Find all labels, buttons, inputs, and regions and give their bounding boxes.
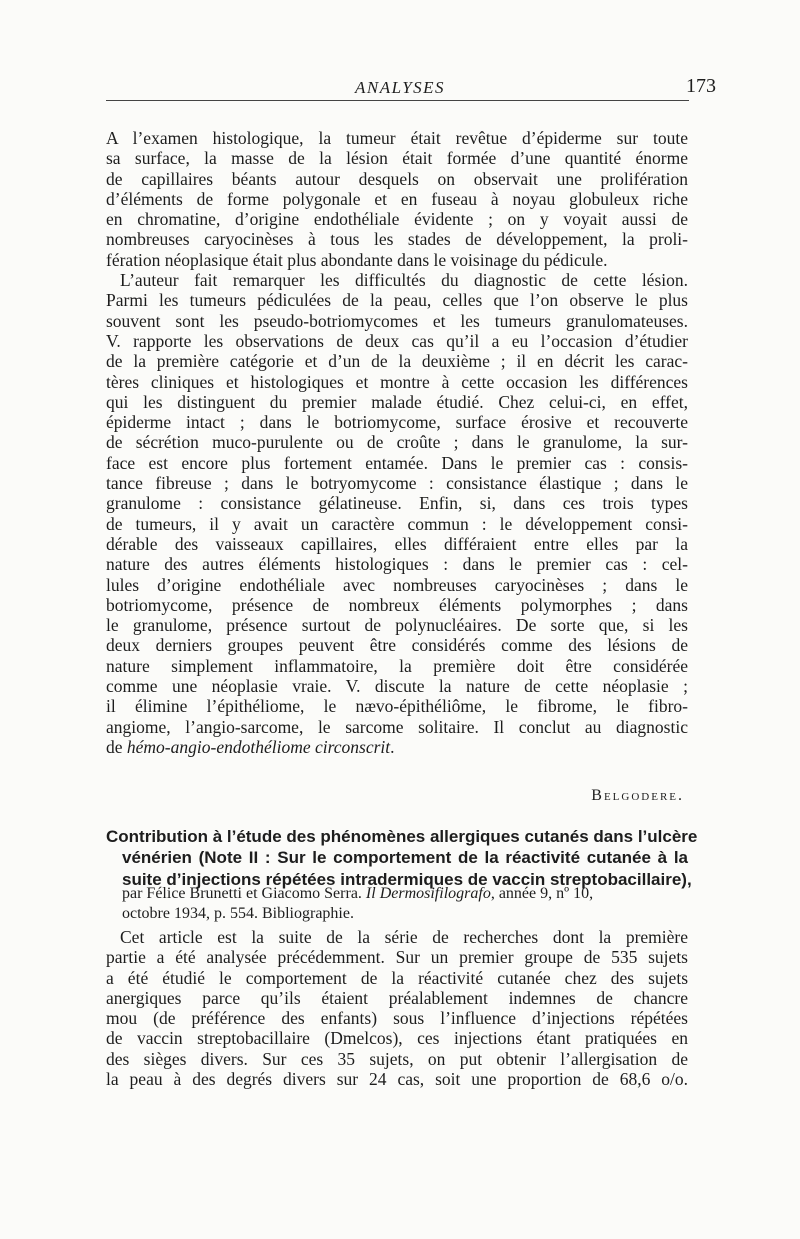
text-line: botriomycome, présence de nombreux éléments polymorphes ; dans: [106, 594, 688, 615]
paragraph-summary: [106, 927, 688, 1089]
text-line: de capillaires béants autour desquels on observait une prolifération: [106, 168, 688, 189]
text-line: deux derniers groupes peuvent être considérés comme des lésions de: [106, 635, 688, 656]
text-line: en chromatine, d’origine endothéliale évidente ; on y voyait aussi de: [106, 209, 688, 230]
text-line: anergiques parce qu’ils étaient préalablement indemnes de chancre: [106, 987, 688, 1008]
text-line: d’éléments de forme polygonale et en fuseau à noyau globuleux riche: [106, 188, 688, 209]
text-line: dérable des vaisseaux capillaires, elles différaient entre elles par la: [106, 533, 688, 554]
text-line: des sièges divers. Sur ces 35 sujets, on put obtenir l’allergisation de: [106, 1048, 688, 1069]
running-title: ANALYSES: [354, 78, 446, 97]
text-line: épiderme intact ; dans le botriomycome, surface érosive et recouverte: [106, 412, 688, 433]
text-line: de vaccin streptobacillaire (Dmelcos), ces injections étant pratiquées en: [106, 1028, 688, 1049]
text-line: lules d’origine endothéliale avec nombreuses caryocinèses ; dans le: [106, 574, 688, 595]
text-line: souvent sont les pseudo-botriomycomes et les tumeurs granulomateuses.: [106, 310, 688, 331]
text-line: V. rapporte les observations de deux cas qu’il a eu l’occasion d’étudier: [106, 330, 688, 351]
text-line: nature des autres éléments histologiques : dans le premier cas : cel-: [106, 554, 688, 575]
text-line: comme une néoplasie vraie. V. discute la nature de cette néoplasie ;: [106, 676, 688, 697]
text-line: nombreuses caryocinèses à tous les stades de développement, la proli-: [106, 229, 688, 250]
text-line: qui les distinguent du premier malade étudié. Chez celui-ci, en effet,: [106, 391, 688, 412]
text-line: de sécrétion muco-purulente ou de croûte ; dans le granulome, la sur-: [106, 432, 688, 453]
text-line: Cet article est la suite de la série de recherches dont la première: [120, 927, 688, 947]
journal-name: Il Dermosifilografo: [365, 885, 491, 902]
text-line: sa surface, la masse de la lésion était formée d’une quantité énorme: [106, 148, 688, 169]
text-line: la peau à des degrés divers sur 24 cas, soit une proportion de 68,6 o/o.: [106, 1069, 688, 1090]
article-title-line: vénérien (Note II : Sur le comportement de la réactivité cutanée à la: [122, 848, 688, 868]
text-line: le granulome, présence surtout de polynucléaires. De sorte que, si les: [106, 615, 688, 636]
text-line: angiome, l’angio-sarcome, le sarcome solitaire. Il conclut au diagnostic: [106, 716, 688, 737]
text-line: il élimine l’épithéliome, le nævo-épithéliôme, le fibrome, le fibro-: [106, 696, 688, 717]
text-line: tères cliniques et histologiques et montre à cette occasion les différences: [106, 371, 688, 392]
text-line: A l’examen histologique, la tumeur était revêtue d’épiderme sur toute: [106, 128, 688, 148]
reviewer-signature: Belgodere.: [591, 787, 684, 804]
byline-issue: , année 9, nº 10,: [490, 885, 594, 902]
text-line: L’auteur fait remarquer les difficultés du diagnostic de cette lésion.: [120, 270, 688, 291]
article-title-line: suite d’injections répétées intradermiques de vaccin streptobacillaire),: [122, 869, 692, 889]
diagnosis-term: hémo-angio-endothéliome circonscrit: [126, 736, 391, 757]
paragraph-histology: [106, 128, 688, 757]
text-line: face est encore plus fortement entamée. Dans le premier cas : consis-: [106, 452, 688, 473]
article-title: [106, 826, 698, 890]
text-line-conclusion: [106, 737, 688, 757]
text-line: nature simplement inflammatoire, la première doit être considérée: [106, 655, 688, 676]
text-line: fération néoplasique était plus abondante dans le voisinage du pédicule.: [106, 249, 608, 270]
byline-line: [122, 884, 688, 904]
page-number: 173: [686, 75, 716, 97]
text-line: Parmi les tumeurs pédiculées de la peau, celles que l’on observe le plus: [106, 290, 688, 311]
text-line: granulome : consistance gélatineuse. Enfin, si, dans ces trois types: [106, 493, 688, 514]
article-title-line: Contribution à l’étude des phénomènes allergiques cutanés dans l’ulcère: [106, 827, 698, 846]
text-line: partie a été analysée précédemment. Sur un premier groupe de 535 sujets: [106, 947, 688, 968]
conclusion-prefix: de: [106, 736, 127, 757]
text-line: tance fibreuse ; dans le botryomycome : consistance élastique ; dans le: [106, 473, 688, 494]
conclusion-suffix: .: [390, 736, 395, 757]
text-line: de tumeurs, il y avait un caractère commun : le développement consi-: [106, 513, 688, 534]
text-line: a été étudié le comportement de la réactivité cutanée chez des sujets: [106, 967, 688, 988]
article-byline: [122, 884, 688, 923]
byline-line: octobre 1934, p. 554. Bibliographie.: [122, 904, 354, 922]
text-line: de la première catégorie et d’un de la deuxième ; il en décrit les carac-: [106, 351, 688, 372]
byline-authors: par Félice Brunetti et Giacomo Serra.: [122, 885, 366, 902]
text-line: mou (de préférence des enfants) sous l’influence d’injections répétées: [106, 1008, 688, 1029]
header-rule: [106, 100, 689, 101]
